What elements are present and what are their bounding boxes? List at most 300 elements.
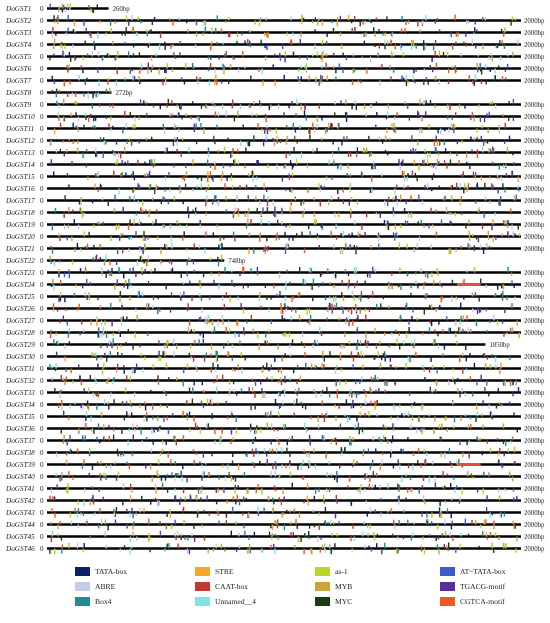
cis-element-mark bbox=[451, 33, 452, 38]
cis-element-mark bbox=[169, 18, 170, 21]
cis-element-mark bbox=[281, 447, 282, 452]
origin-label: 0 bbox=[40, 401, 44, 409]
cis-element-mark bbox=[281, 513, 282, 519]
cis-element-mark bbox=[485, 17, 486, 21]
cis-element-mark bbox=[285, 353, 286, 357]
cis-element-mark bbox=[358, 423, 359, 429]
cis-element-mark bbox=[275, 461, 276, 464]
cis-element-mark bbox=[61, 429, 62, 434]
cis-element-mark bbox=[99, 508, 100, 513]
gene-name-label: DoGST35 bbox=[6, 413, 35, 421]
legend-item bbox=[440, 595, 505, 607]
cis-element-mark bbox=[83, 21, 84, 27]
cis-element-mark bbox=[297, 393, 298, 396]
cis-element-mark bbox=[165, 45, 166, 51]
cis-element-mark bbox=[98, 327, 99, 332]
cis-element-mark bbox=[199, 77, 200, 80]
cis-element-mark bbox=[404, 413, 405, 416]
cis-element-mark bbox=[155, 219, 156, 224]
cis-element-mark bbox=[442, 471, 443, 476]
cis-element-mark bbox=[345, 381, 346, 385]
cis-element-mark bbox=[302, 405, 303, 409]
cis-element-mark bbox=[356, 417, 357, 422]
cis-element-mark bbox=[197, 513, 198, 518]
cis-element-mark bbox=[174, 196, 175, 201]
cis-element-mark bbox=[310, 315, 311, 321]
cis-element-mark bbox=[200, 429, 201, 434]
cis-element-mark bbox=[484, 183, 485, 189]
cis-element-mark bbox=[161, 261, 162, 264]
gene-row bbox=[5, 327, 545, 339]
cis-element-mark bbox=[399, 333, 400, 336]
cis-element-mark bbox=[485, 519, 486, 524]
cis-element-mark bbox=[452, 377, 453, 380]
cis-element-mark bbox=[430, 208, 431, 213]
cis-element-mark bbox=[482, 225, 483, 230]
cis-element-mark bbox=[187, 261, 188, 266]
legend-item bbox=[75, 595, 111, 607]
cis-element-mark bbox=[394, 189, 395, 195]
cis-element-mark bbox=[512, 437, 513, 441]
cis-element-mark bbox=[208, 472, 209, 476]
cis-element-mark bbox=[205, 27, 206, 33]
cis-element-mark bbox=[393, 213, 394, 218]
gene-name-label: DoGST43 bbox=[6, 509, 35, 517]
cis-element-mark bbox=[106, 545, 107, 549]
cis-element-mark bbox=[59, 90, 60, 93]
cis-element-mark bbox=[170, 459, 171, 464]
gene-name-label: DoGST15 bbox=[6, 173, 35, 181]
cis-element-mark bbox=[425, 282, 426, 285]
cis-element-mark bbox=[70, 3, 71, 8]
cis-element-mark bbox=[210, 171, 211, 176]
cis-element-mark bbox=[344, 333, 345, 338]
cis-element-mark bbox=[499, 125, 500, 129]
cis-element-mark bbox=[439, 513, 440, 518]
cis-element-mark bbox=[405, 498, 406, 501]
gene-row bbox=[5, 231, 545, 243]
cis-element-mark bbox=[133, 532, 134, 537]
cis-element-mark bbox=[189, 388, 190, 393]
cis-element-mark bbox=[403, 78, 404, 81]
cis-element-mark bbox=[281, 213, 282, 216]
cis-element-mark bbox=[267, 460, 268, 465]
cis-element-mark bbox=[334, 112, 335, 116]
cis-element-mark bbox=[164, 244, 165, 248]
cis-element-mark bbox=[142, 201, 143, 207]
cis-element-mark bbox=[79, 75, 80, 81]
cis-element-mark bbox=[203, 21, 204, 26]
cis-element-mark bbox=[380, 213, 381, 219]
cis-element-mark bbox=[421, 117, 422, 121]
cis-element-mark bbox=[102, 273, 103, 276]
cis-element-mark bbox=[424, 377, 425, 381]
cis-element-mark bbox=[454, 489, 455, 494]
cis-element-mark bbox=[54, 513, 55, 518]
cis-element-mark bbox=[110, 303, 111, 309]
legend-swatch bbox=[315, 597, 330, 606]
cis-element-mark bbox=[330, 520, 331, 524]
cis-element-mark bbox=[391, 33, 392, 37]
cis-element-mark bbox=[501, 233, 502, 236]
cis-element-mark bbox=[380, 441, 381, 445]
cis-element-mark bbox=[202, 471, 203, 477]
cis-element-mark bbox=[100, 461, 101, 465]
cis-element-mark bbox=[187, 417, 188, 421]
cis-element-mark bbox=[117, 279, 118, 284]
cis-element-mark bbox=[477, 489, 478, 493]
cis-element-mark bbox=[196, 369, 197, 373]
legend bbox=[75, 565, 545, 621]
cis-element-mark bbox=[123, 207, 124, 213]
cis-element-mark bbox=[243, 309, 244, 314]
origin-label: 0 bbox=[40, 305, 44, 313]
cis-element-mark bbox=[435, 537, 436, 542]
origin-label: 0 bbox=[40, 425, 44, 433]
cis-element-mark bbox=[445, 531, 446, 536]
cis-element-mark bbox=[278, 105, 279, 109]
cis-element-mark bbox=[411, 45, 412, 50]
gene-name-label: DoGST36 bbox=[6, 425, 35, 433]
gene-row bbox=[5, 267, 545, 279]
cis-element-mark bbox=[231, 413, 232, 416]
cis-element-mark bbox=[207, 160, 208, 165]
cis-element-mark bbox=[516, 381, 517, 386]
cis-element-mark bbox=[413, 522, 414, 525]
cis-element-mark bbox=[60, 521, 61, 524]
cis-element-mark bbox=[374, 537, 375, 541]
cis-element-mark bbox=[389, 345, 390, 348]
cis-element-mark bbox=[503, 543, 504, 549]
cis-element-mark bbox=[164, 69, 165, 73]
cis-element-mark bbox=[204, 357, 205, 362]
cis-element-mark bbox=[282, 309, 283, 314]
cis-element-mark bbox=[447, 52, 448, 56]
cis-element-mark bbox=[167, 345, 168, 349]
cis-element-mark bbox=[442, 533, 443, 536]
cis-element-mark bbox=[387, 441, 388, 444]
gene-name-label: DoGST8 bbox=[6, 89, 32, 97]
cis-element-mark bbox=[497, 174, 498, 177]
cis-element-mark bbox=[340, 33, 341, 37]
cis-element-mark bbox=[408, 465, 409, 469]
cis-element-mark bbox=[407, 173, 408, 176]
cis-element-mark bbox=[335, 273, 336, 279]
cis-element-mark bbox=[485, 363, 486, 368]
cis-element-mark bbox=[160, 105, 161, 110]
cis-element-mark bbox=[78, 525, 79, 529]
cis-element-mark bbox=[489, 321, 490, 324]
cis-element-mark bbox=[59, 261, 60, 264]
cis-element-mark bbox=[388, 197, 389, 201]
cis-element-mark bbox=[94, 125, 95, 128]
cis-element-mark bbox=[352, 364, 353, 368]
cis-element-mark bbox=[174, 496, 175, 501]
cis-element-mark bbox=[326, 129, 327, 133]
cis-element-mark bbox=[393, 429, 394, 432]
cis-element-mark bbox=[172, 21, 173, 26]
cis-element-mark bbox=[422, 160, 423, 164]
cis-element-mark bbox=[199, 117, 200, 122]
cis-element-mark bbox=[166, 148, 167, 153]
cis-element-mark bbox=[319, 525, 320, 531]
cis-element-mark bbox=[436, 63, 437, 69]
cis-element-mark bbox=[451, 513, 452, 519]
cis-element-mark bbox=[357, 147, 358, 152]
cis-element-mark bbox=[176, 441, 177, 446]
cis-element-mark bbox=[108, 201, 109, 207]
cis-element-mark bbox=[127, 441, 128, 446]
cis-element-mark bbox=[481, 69, 482, 75]
cis-element-mark bbox=[488, 57, 489, 60]
cis-element-mark bbox=[394, 237, 395, 241]
cis-element-mark bbox=[98, 423, 99, 428]
cis-element-mark bbox=[78, 117, 79, 123]
cis-element-mark bbox=[492, 543, 493, 549]
cis-element-mark bbox=[339, 381, 340, 386]
cis-element-mark bbox=[327, 268, 328, 272]
cis-element-mark bbox=[77, 513, 78, 519]
cis-element-mark bbox=[352, 549, 353, 552]
cis-element-mark bbox=[384, 381, 385, 386]
cis-element-mark bbox=[130, 537, 131, 543]
cis-element-mark bbox=[454, 15, 455, 21]
cis-element-mark bbox=[503, 333, 504, 337]
origin-label: 0 bbox=[40, 533, 44, 541]
cis-element-mark bbox=[487, 441, 488, 444]
cis-element-mark bbox=[187, 303, 188, 308]
cis-element-mark bbox=[73, 123, 74, 129]
cis-element-mark bbox=[197, 81, 198, 85]
cis-element-mark bbox=[298, 76, 299, 80]
cis-element-mark bbox=[123, 316, 124, 320]
cis-element-mark bbox=[350, 441, 351, 446]
cis-element-mark bbox=[384, 220, 385, 224]
cis-element-mark bbox=[395, 129, 396, 134]
cis-element-mark bbox=[314, 29, 315, 32]
cis-element-mark bbox=[294, 545, 295, 549]
cis-element-mark bbox=[309, 453, 310, 458]
cis-element-mark bbox=[211, 41, 212, 44]
cis-element-mark bbox=[363, 33, 364, 38]
length-label: 2000bp bbox=[524, 426, 545, 433]
cis-element-mark bbox=[190, 495, 191, 501]
cis-element-mark bbox=[370, 105, 371, 109]
cis-element-mark bbox=[99, 441, 100, 444]
cis-element-mark bbox=[469, 353, 470, 357]
cis-element-mark bbox=[176, 149, 177, 153]
cis-element-mark bbox=[85, 41, 86, 45]
cis-element-mark bbox=[323, 495, 324, 501]
cis-element-mark bbox=[334, 477, 335, 481]
cis-element-mark bbox=[297, 525, 298, 529]
cis-element-mark bbox=[122, 249, 123, 254]
cis-element-mark bbox=[85, 267, 86, 273]
cis-element-mark bbox=[426, 293, 427, 296]
cis-element-mark bbox=[184, 537, 185, 540]
cis-element-mark bbox=[272, 449, 273, 453]
cis-element-mark bbox=[270, 411, 271, 417]
length-label: 2000bp bbox=[524, 330, 545, 337]
cis-element-mark bbox=[158, 459, 159, 464]
cis-element-mark bbox=[498, 453, 499, 456]
cis-element-mark bbox=[119, 297, 120, 303]
cis-element-mark bbox=[199, 462, 200, 465]
cis-element-mark bbox=[449, 448, 450, 453]
cis-element-mark bbox=[265, 57, 266, 61]
cis-element-mark bbox=[152, 405, 153, 410]
cis-element-mark bbox=[168, 99, 169, 105]
gene-row bbox=[5, 291, 545, 303]
cis-element-mark bbox=[439, 424, 440, 428]
cis-element-mark bbox=[313, 389, 314, 393]
cis-element-mark bbox=[450, 159, 451, 164]
cis-element-mark bbox=[447, 117, 448, 120]
cis-element-mark bbox=[172, 45, 173, 48]
cis-element-mark bbox=[493, 549, 494, 553]
cis-element-mark bbox=[495, 237, 496, 241]
legend-item bbox=[75, 565, 127, 577]
cis-element-mark bbox=[312, 123, 313, 129]
cis-element-mark bbox=[403, 52, 404, 57]
cis-element-mark bbox=[440, 509, 441, 513]
cis-element-mark bbox=[186, 21, 187, 24]
cis-element-mark bbox=[399, 405, 400, 408]
cis-element-mark bbox=[422, 201, 423, 205]
cis-element-mark bbox=[295, 198, 296, 201]
cis-element-mark bbox=[337, 17, 338, 21]
cis-element-mark bbox=[245, 148, 246, 153]
cis-element-mark bbox=[174, 533, 175, 537]
cis-element-mark bbox=[266, 189, 267, 193]
cis-element-mark bbox=[166, 441, 167, 446]
length-label: 2000bp bbox=[524, 438, 545, 445]
cis-element-mark bbox=[437, 129, 438, 134]
cis-element-mark bbox=[407, 186, 408, 189]
cis-element-mark bbox=[454, 124, 455, 128]
cis-element-mark bbox=[451, 497, 452, 500]
cis-element-mark bbox=[182, 465, 183, 470]
cis-element-mark bbox=[391, 333, 392, 336]
cis-element-mark bbox=[476, 29, 477, 32]
cis-element-mark bbox=[196, 141, 197, 145]
cis-element-mark bbox=[239, 273, 240, 277]
cis-element-mark bbox=[328, 159, 329, 164]
cis-element-mark bbox=[57, 309, 58, 312]
cis-element-mark bbox=[326, 53, 327, 56]
cis-element-mark bbox=[477, 153, 478, 159]
cis-element-mark bbox=[218, 150, 219, 153]
cis-element-mark bbox=[66, 149, 67, 153]
cis-element-mark bbox=[152, 21, 153, 26]
cis-element-mark bbox=[468, 183, 469, 189]
cis-element-mark bbox=[146, 113, 147, 117]
cis-element-mark bbox=[433, 45, 434, 51]
cis-element-mark bbox=[314, 525, 315, 528]
cis-element-mark bbox=[254, 21, 255, 25]
cis-element-mark bbox=[353, 53, 354, 57]
cis-element-mark bbox=[106, 273, 107, 278]
cis-element-mark bbox=[261, 219, 262, 225]
cis-element-mark bbox=[425, 293, 426, 297]
cis-element-mark bbox=[158, 351, 159, 357]
cis-element-mark bbox=[516, 537, 517, 542]
cis-element-mark bbox=[341, 447, 342, 452]
origin-label: 0 bbox=[40, 53, 44, 61]
cis-element-mark bbox=[457, 141, 458, 145]
cis-element-mark bbox=[97, 297, 98, 301]
cis-element-mark bbox=[136, 537, 137, 542]
cis-element-mark bbox=[375, 448, 376, 452]
cis-element-mark bbox=[455, 69, 456, 73]
cis-element-mark bbox=[70, 513, 71, 518]
cis-element-mark bbox=[514, 525, 515, 529]
cis-element-mark bbox=[321, 273, 322, 276]
cis-element-mark bbox=[398, 459, 399, 464]
gene-name-label: DoGST21 bbox=[6, 245, 35, 253]
cis-element-mark bbox=[374, 357, 375, 360]
cis-element-mark bbox=[142, 249, 143, 255]
cis-element-mark bbox=[475, 45, 476, 49]
cis-element-mark bbox=[370, 189, 371, 194]
origin-label: 0 bbox=[40, 545, 44, 553]
cis-element-mark bbox=[297, 102, 298, 105]
cis-element-mark bbox=[436, 209, 437, 212]
cis-element-mark bbox=[431, 521, 432, 524]
cis-element-mark bbox=[340, 16, 341, 21]
cis-element-mark bbox=[429, 534, 430, 537]
cis-element-mark bbox=[508, 448, 509, 452]
cis-element-mark bbox=[391, 51, 392, 57]
cis-element-mark bbox=[351, 105, 352, 110]
length-label: 2000bp bbox=[524, 450, 545, 457]
cis-element-mark bbox=[98, 333, 99, 338]
cis-element-mark bbox=[246, 225, 247, 229]
cis-element-mark bbox=[351, 501, 352, 507]
cis-element-mark bbox=[456, 341, 457, 345]
cis-element-mark bbox=[69, 52, 70, 57]
origin-label: 0 bbox=[40, 113, 44, 121]
cis-element-mark bbox=[260, 306, 261, 309]
cis-element-mark bbox=[375, 375, 376, 381]
cis-element-mark bbox=[175, 436, 176, 441]
cis-element-mark bbox=[482, 531, 483, 536]
cis-element-mark bbox=[105, 141, 106, 145]
cis-element-mark bbox=[156, 489, 157, 494]
cis-element-mark bbox=[272, 498, 273, 501]
cis-element-mark bbox=[118, 329, 119, 332]
cis-element-mark bbox=[439, 305, 440, 309]
cis-element-mark bbox=[251, 315, 252, 321]
cis-element-mark bbox=[362, 429, 363, 432]
cis-element-mark bbox=[139, 345, 140, 348]
cis-element-mark bbox=[289, 153, 290, 156]
cis-element-mark bbox=[111, 237, 112, 242]
cis-element-mark bbox=[87, 297, 88, 300]
cis-element-mark bbox=[470, 417, 471, 420]
length-label: 2000bp bbox=[524, 234, 545, 241]
cis-element-mark bbox=[146, 102, 147, 105]
cis-element-mark bbox=[88, 117, 89, 122]
cis-element-mark bbox=[291, 201, 292, 206]
cis-element-mark bbox=[329, 461, 330, 464]
cis-element-mark bbox=[89, 33, 90, 36]
cis-element-mark bbox=[133, 267, 134, 272]
cis-element-mark bbox=[477, 183, 478, 189]
cis-element-mark bbox=[444, 365, 445, 368]
cis-element-mark bbox=[470, 117, 471, 121]
cis-element-mark bbox=[279, 291, 280, 296]
